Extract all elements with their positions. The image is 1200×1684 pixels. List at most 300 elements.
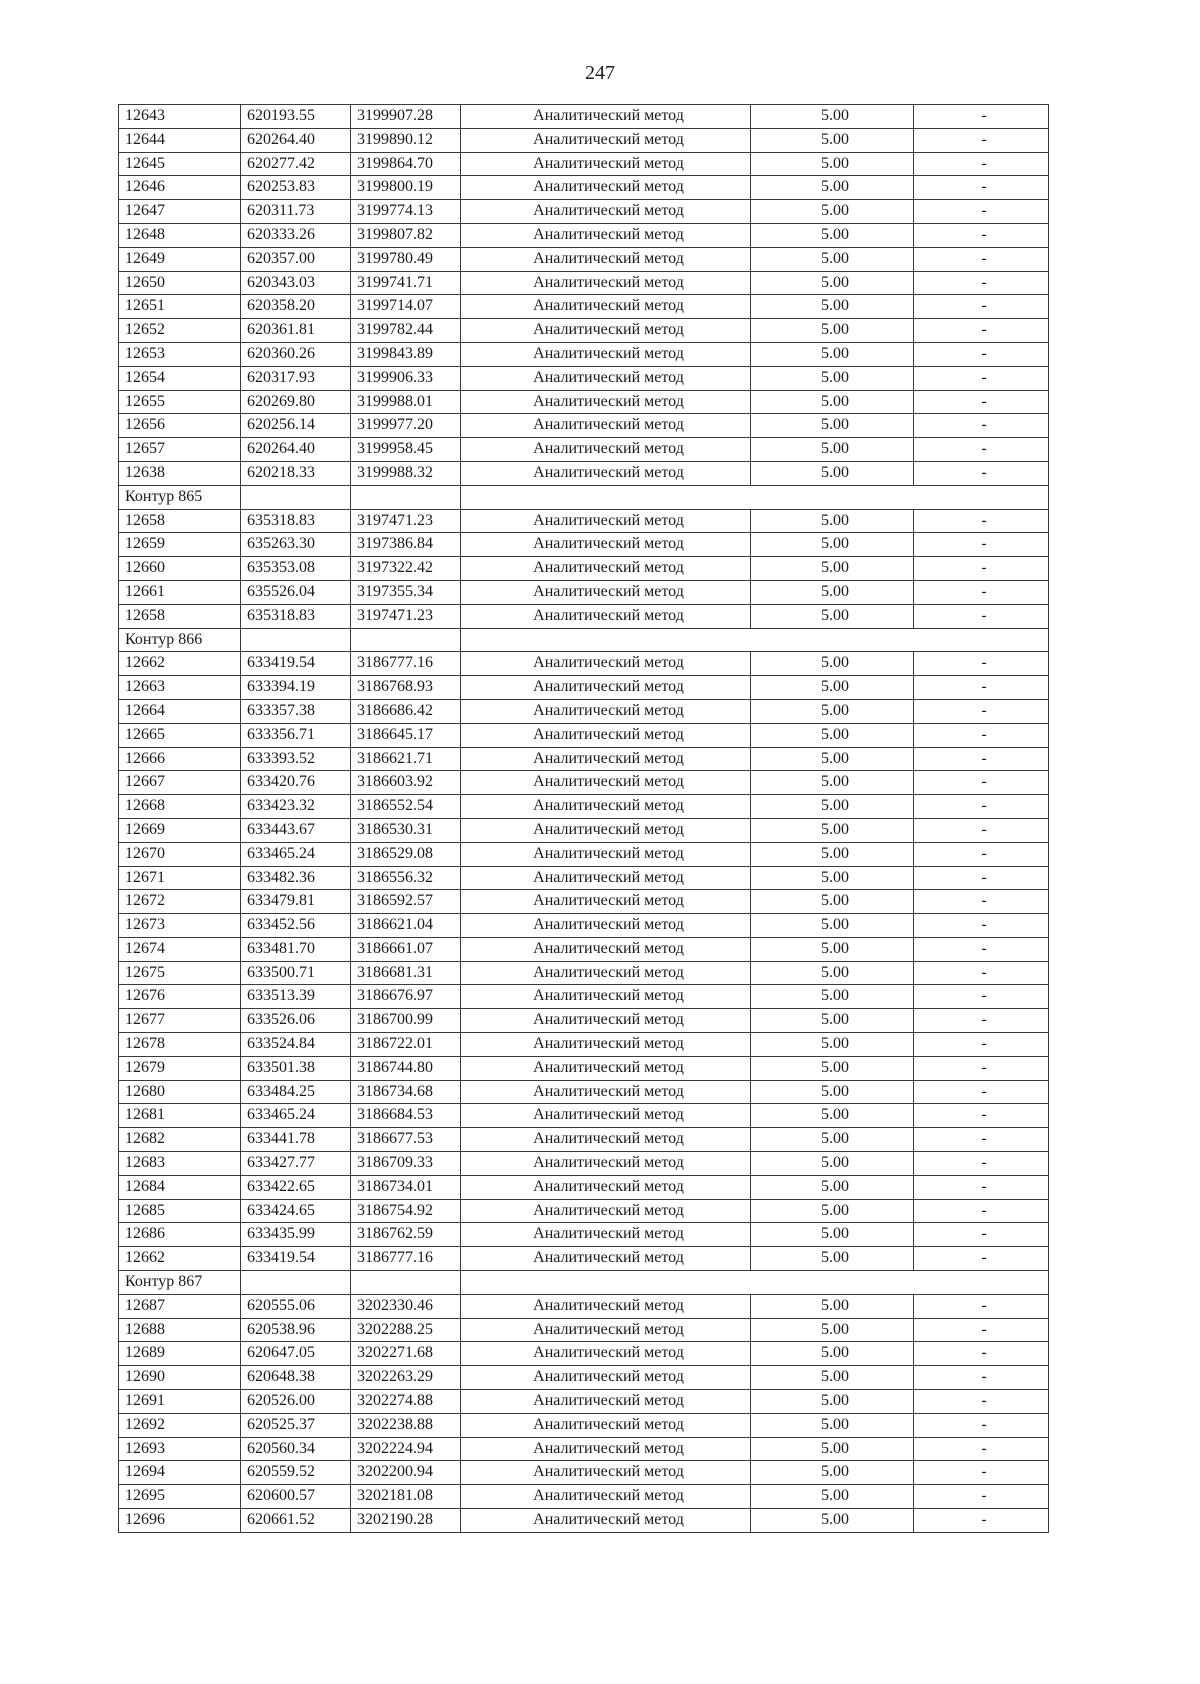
method-cell: Аналитический метод (461, 152, 751, 176)
x-coordinate-cell: 633465.24 (241, 1104, 351, 1128)
table-row (119, 985, 1049, 1009)
x-coordinate-cell: 635353.08 (241, 557, 351, 581)
point-id-cell: 12657 (119, 438, 241, 462)
y-coordinate-cell: 3199988.32 (351, 461, 461, 485)
note-cell: - (914, 795, 1049, 819)
point-id-cell: 12658 (119, 604, 241, 628)
table-row (119, 295, 1049, 319)
y-coordinate-cell: 3197386.84 (351, 533, 461, 557)
method-cell: Аналитический метод (461, 890, 751, 914)
y-coordinate-cell: 3199890.12 (351, 128, 461, 152)
x-coordinate-cell: 635318.83 (241, 604, 351, 628)
point-id-cell: 12670 (119, 842, 241, 866)
y-coordinate-cell: 3186529.08 (351, 842, 461, 866)
y-coordinate-cell: 3186754.92 (351, 1199, 461, 1223)
method-cell: Аналитический метод (461, 580, 751, 604)
point-id-cell: 12664 (119, 699, 241, 723)
x-coordinate-cell: 633435.99 (241, 1223, 351, 1247)
table-row (119, 723, 1049, 747)
x-coordinate-cell: 633524.84 (241, 1033, 351, 1057)
x-coordinate-cell: 620559.52 (241, 1461, 351, 1485)
x-coordinate-cell: 620333.26 (241, 223, 351, 247)
precision-cell: 5.00 (751, 105, 914, 129)
method-cell: Аналитический метод (461, 1485, 751, 1509)
note-cell: - (914, 128, 1049, 152)
point-id-cell: 12686 (119, 1223, 241, 1247)
y-coordinate-cell: 3197322.42 (351, 557, 461, 581)
method-cell: Аналитический метод (461, 914, 751, 938)
x-coordinate-cell: 633465.24 (241, 842, 351, 866)
point-id-cell: 12660 (119, 557, 241, 581)
table-row (119, 771, 1049, 795)
method-cell: Аналитический метод (461, 1104, 751, 1128)
point-id-cell: 12651 (119, 295, 241, 319)
note-cell: - (914, 747, 1049, 771)
method-cell: Аналитический метод (461, 795, 751, 819)
table-row (119, 271, 1049, 295)
method-cell: Аналитический метод (461, 1128, 751, 1152)
note-cell: - (914, 152, 1049, 176)
note-cell: - (914, 818, 1049, 842)
precision-cell: 5.00 (751, 604, 914, 628)
point-id-cell: 12685 (119, 1199, 241, 1223)
x-coordinate-cell: 620526.00 (241, 1390, 351, 1414)
x-coordinate-cell: 633526.06 (241, 1009, 351, 1033)
x-coordinate-cell: 633419.54 (241, 652, 351, 676)
y-coordinate-cell: 3199864.70 (351, 152, 461, 176)
table-row (119, 200, 1049, 224)
table-row (119, 319, 1049, 343)
method-cell: Аналитический метод (461, 390, 751, 414)
method-cell: Аналитический метод (461, 723, 751, 747)
note-cell: - (914, 271, 1049, 295)
method-cell: Аналитический метод (461, 961, 751, 985)
point-id-cell: 12645 (119, 152, 241, 176)
method-cell: Аналитический метод (461, 1175, 751, 1199)
method-cell: Аналитический метод (461, 771, 751, 795)
table-row (119, 1128, 1049, 1152)
point-id-cell: 12652 (119, 319, 241, 343)
note-cell: - (914, 1509, 1049, 1533)
y-coordinate-cell: 3199906.33 (351, 366, 461, 390)
empty-cell (351, 485, 461, 509)
note-cell: - (914, 985, 1049, 1009)
x-coordinate-cell: 633482.36 (241, 866, 351, 890)
y-coordinate-cell: 3199977.20 (351, 414, 461, 438)
note-cell: - (914, 1437, 1049, 1461)
x-coordinate-cell: 620538.96 (241, 1318, 351, 1342)
x-coordinate-cell: 633481.70 (241, 937, 351, 961)
contour-label: Контур 866 (119, 628, 241, 652)
precision-cell: 5.00 (751, 1342, 914, 1366)
method-cell: Аналитический метод (461, 818, 751, 842)
method-cell: Аналитический метод (461, 247, 751, 271)
precision-cell: 5.00 (751, 866, 914, 890)
x-coordinate-cell: 620661.52 (241, 1509, 351, 1533)
y-coordinate-cell: 3186676.97 (351, 985, 461, 1009)
precision-cell: 5.00 (751, 937, 914, 961)
point-id-cell: 12644 (119, 128, 241, 152)
x-coordinate-cell: 633427.77 (241, 1152, 351, 1176)
method-cell: Аналитический метод (461, 1413, 751, 1437)
note-cell: - (914, 1390, 1049, 1414)
precision-cell: 5.00 (751, 414, 914, 438)
table-row (119, 1509, 1049, 1533)
precision-cell: 5.00 (751, 557, 914, 581)
precision-cell: 5.00 (751, 1128, 914, 1152)
note-cell: - (914, 509, 1049, 533)
note-cell: - (914, 461, 1049, 485)
point-id-cell: 12694 (119, 1461, 241, 1485)
method-cell: Аналитический метод (461, 342, 751, 366)
precision-cell: 5.00 (751, 1104, 914, 1128)
y-coordinate-cell: 3186734.01 (351, 1175, 461, 1199)
point-id-cell: 12695 (119, 1485, 241, 1509)
point-id-cell: 12672 (119, 890, 241, 914)
table-row (119, 533, 1049, 557)
note-cell: - (914, 1009, 1049, 1033)
empty-cell (461, 485, 1049, 509)
precision-cell: 5.00 (751, 985, 914, 1009)
precision-cell: 5.00 (751, 1033, 914, 1057)
table-row (119, 604, 1049, 628)
point-id-cell: 12680 (119, 1080, 241, 1104)
precision-cell: 5.00 (751, 1009, 914, 1033)
table-row (119, 842, 1049, 866)
precision-cell: 5.00 (751, 1485, 914, 1509)
note-cell: - (914, 1413, 1049, 1437)
point-id-cell: 12661 (119, 580, 241, 604)
point-id-cell: 12665 (119, 723, 241, 747)
contour-header-row (119, 628, 1049, 652)
note-cell: - (914, 1223, 1049, 1247)
table-row (119, 1390, 1049, 1414)
precision-cell: 5.00 (751, 200, 914, 224)
note-cell: - (914, 176, 1049, 200)
precision-cell: 5.00 (751, 890, 914, 914)
x-coordinate-cell: 635526.04 (241, 580, 351, 604)
note-cell: - (914, 1033, 1049, 1057)
x-coordinate-cell: 633422.65 (241, 1175, 351, 1199)
point-id-cell: 12667 (119, 771, 241, 795)
precision-cell: 5.00 (751, 128, 914, 152)
precision-cell: 5.00 (751, 533, 914, 557)
point-id-cell: 12696 (119, 1509, 241, 1533)
method-cell: Аналитический метод (461, 604, 751, 628)
table-row (119, 1461, 1049, 1485)
point-id-cell: 12653 (119, 342, 241, 366)
table-row (119, 1104, 1049, 1128)
point-id-cell: 12638 (119, 461, 241, 485)
y-coordinate-cell: 3197355.34 (351, 580, 461, 604)
y-coordinate-cell: 3199807.82 (351, 223, 461, 247)
page-number: 247 (585, 62, 615, 84)
x-coordinate-cell: 635318.83 (241, 509, 351, 533)
note-cell: - (914, 652, 1049, 676)
contour-label: Контур 865 (119, 485, 241, 509)
y-coordinate-cell: 3202271.68 (351, 1342, 461, 1366)
table-row (119, 676, 1049, 700)
note-cell: - (914, 1461, 1049, 1485)
point-id-cell: 12693 (119, 1437, 241, 1461)
precision-cell: 5.00 (751, 580, 914, 604)
point-id-cell: 12681 (119, 1104, 241, 1128)
y-coordinate-cell: 3202224.94 (351, 1437, 461, 1461)
method-cell: Аналитический метод (461, 1009, 751, 1033)
x-coordinate-cell: 633441.78 (241, 1128, 351, 1152)
y-coordinate-cell: 3199800.19 (351, 176, 461, 200)
precision-cell: 5.00 (751, 1461, 914, 1485)
note-cell: - (914, 961, 1049, 985)
y-coordinate-cell: 3186700.99 (351, 1009, 461, 1033)
point-id-cell: 12677 (119, 1009, 241, 1033)
method-cell: Аналитический метод (461, 105, 751, 129)
precision-cell: 5.00 (751, 652, 914, 676)
y-coordinate-cell: 3186722.01 (351, 1033, 461, 1057)
table-row (119, 247, 1049, 271)
point-id-cell: 12682 (119, 1128, 241, 1152)
point-id-cell: 12675 (119, 961, 241, 985)
precision-cell: 5.00 (751, 676, 914, 700)
empty-cell (461, 628, 1049, 652)
y-coordinate-cell: 3186661.07 (351, 937, 461, 961)
x-coordinate-cell: 620193.55 (241, 105, 351, 129)
x-coordinate-cell: 620343.03 (241, 271, 351, 295)
y-coordinate-cell: 3186530.31 (351, 818, 461, 842)
point-id-cell: 12671 (119, 866, 241, 890)
x-coordinate-cell: 633394.19 (241, 676, 351, 700)
method-cell: Аналитический метод (461, 223, 751, 247)
note-cell: - (914, 390, 1049, 414)
precision-cell: 5.00 (751, 1294, 914, 1318)
note-cell: - (914, 1056, 1049, 1080)
table-row (119, 366, 1049, 390)
note-cell: - (914, 342, 1049, 366)
y-coordinate-cell: 3186592.57 (351, 890, 461, 914)
x-coordinate-cell: 633479.81 (241, 890, 351, 914)
y-coordinate-cell: 3199780.49 (351, 247, 461, 271)
point-id-cell: 12688 (119, 1318, 241, 1342)
table-row (119, 652, 1049, 676)
empty-cell (461, 1271, 1049, 1295)
precision-cell: 5.00 (751, 319, 914, 343)
x-coordinate-cell: 620264.40 (241, 128, 351, 152)
point-id-cell: 12691 (119, 1390, 241, 1414)
method-cell: Аналитический метод (461, 652, 751, 676)
note-cell: - (914, 604, 1049, 628)
method-cell: Аналитический метод (461, 414, 751, 438)
note-cell: - (914, 1152, 1049, 1176)
table-row (119, 152, 1049, 176)
method-cell: Аналитический метод (461, 1033, 751, 1057)
method-cell: Аналитический метод (461, 1318, 751, 1342)
method-cell: Аналитический метод (461, 985, 751, 1009)
point-id-cell: 12648 (119, 223, 241, 247)
method-cell: Аналитический метод (461, 1199, 751, 1223)
method-cell: Аналитический метод (461, 366, 751, 390)
contour-header-row (119, 485, 1049, 509)
method-cell: Аналитический метод (461, 842, 751, 866)
method-cell: Аналитический метод (461, 1461, 751, 1485)
y-coordinate-cell: 3186744.80 (351, 1056, 461, 1080)
table-row (119, 1009, 1049, 1033)
table-row (119, 747, 1049, 771)
note-cell: - (914, 1318, 1049, 1342)
x-coordinate-cell: 620256.14 (241, 414, 351, 438)
y-coordinate-cell: 3199782.44 (351, 319, 461, 343)
table-row (119, 1485, 1049, 1509)
table-row (119, 961, 1049, 985)
point-id-cell: 12655 (119, 390, 241, 414)
method-cell: Аналитический метод (461, 1437, 751, 1461)
table-row (119, 1294, 1049, 1318)
table-row (119, 1413, 1049, 1437)
point-id-cell: 12662 (119, 1247, 241, 1271)
coordinates-table-body (119, 105, 1049, 1533)
method-cell: Аналитический метод (461, 509, 751, 533)
precision-cell: 5.00 (751, 342, 914, 366)
point-id-cell: 12679 (119, 1056, 241, 1080)
method-cell: Аналитический метод (461, 1247, 751, 1271)
table-row (119, 1080, 1049, 1104)
x-coordinate-cell: 633501.38 (241, 1056, 351, 1080)
point-id-cell: 12659 (119, 533, 241, 557)
method-cell: Аналитический метод (461, 747, 751, 771)
note-cell: - (914, 200, 1049, 224)
x-coordinate-cell: 620264.40 (241, 438, 351, 462)
x-coordinate-cell: 633452.56 (241, 914, 351, 938)
precision-cell: 5.00 (751, 842, 914, 866)
y-coordinate-cell: 3186762.59 (351, 1223, 461, 1247)
empty-cell (351, 1271, 461, 1295)
table-row (119, 1199, 1049, 1223)
method-cell: Аналитический метод (461, 1152, 751, 1176)
x-coordinate-cell: 620648.38 (241, 1366, 351, 1390)
precision-cell: 5.00 (751, 818, 914, 842)
y-coordinate-cell: 3186681.31 (351, 961, 461, 985)
note-cell: - (914, 1247, 1049, 1271)
method-cell: Аналитический метод (461, 438, 751, 462)
method-cell: Аналитический метод (461, 1390, 751, 1414)
precision-cell: 5.00 (751, 1509, 914, 1533)
y-coordinate-cell: 3199714.07 (351, 295, 461, 319)
table-row (119, 176, 1049, 200)
method-cell: Аналитический метод (461, 295, 751, 319)
precision-cell: 5.00 (751, 1366, 914, 1390)
note-cell: - (914, 842, 1049, 866)
x-coordinate-cell: 620525.37 (241, 1413, 351, 1437)
y-coordinate-cell: 3186677.53 (351, 1128, 461, 1152)
empty-cell (241, 1271, 351, 1295)
method-cell: Аналитический метод (461, 937, 751, 961)
precision-cell: 5.00 (751, 1318, 914, 1342)
method-cell: Аналитический метод (461, 1080, 751, 1104)
note-cell: - (914, 699, 1049, 723)
y-coordinate-cell: 3186734.68 (351, 1080, 461, 1104)
method-cell: Аналитический метод (461, 699, 751, 723)
x-coordinate-cell: 620647.05 (241, 1342, 351, 1366)
note-cell: - (914, 1080, 1049, 1104)
point-id-cell: 12689 (119, 1342, 241, 1366)
point-id-cell: 12687 (119, 1294, 241, 1318)
method-cell: Аналитический метод (461, 1342, 751, 1366)
method-cell: Аналитический метод (461, 319, 751, 343)
precision-cell: 5.00 (751, 366, 914, 390)
method-cell: Аналитический метод (461, 1509, 751, 1533)
table-row (119, 914, 1049, 938)
precision-cell: 5.00 (751, 1390, 914, 1414)
note-cell: - (914, 438, 1049, 462)
table-row (119, 580, 1049, 604)
precision-cell: 5.00 (751, 271, 914, 295)
precision-cell: 5.00 (751, 438, 914, 462)
x-coordinate-cell: 620600.57 (241, 1485, 351, 1509)
x-coordinate-cell: 633357.38 (241, 699, 351, 723)
precision-cell: 5.00 (751, 295, 914, 319)
table-row (119, 390, 1049, 414)
point-id-cell: 12654 (119, 366, 241, 390)
x-coordinate-cell: 633513.39 (241, 985, 351, 1009)
y-coordinate-cell: 3202274.88 (351, 1390, 461, 1414)
point-id-cell: 12676 (119, 985, 241, 1009)
precision-cell: 5.00 (751, 747, 914, 771)
y-coordinate-cell: 3199907.28 (351, 105, 461, 129)
method-cell: Аналитический метод (461, 128, 751, 152)
table-row (119, 890, 1049, 914)
method-cell: Аналитический метод (461, 866, 751, 890)
method-cell: Аналитический метод (461, 1366, 751, 1390)
table-row (119, 342, 1049, 366)
point-id-cell: 12650 (119, 271, 241, 295)
method-cell: Аналитический метод (461, 1223, 751, 1247)
note-cell: - (914, 319, 1049, 343)
table-row (119, 1056, 1049, 1080)
y-coordinate-cell: 3186552.54 (351, 795, 461, 819)
table-row (119, 1366, 1049, 1390)
note-cell: - (914, 533, 1049, 557)
method-cell: Аналитический метод (461, 176, 751, 200)
empty-cell (351, 628, 461, 652)
table-row (119, 818, 1049, 842)
method-cell: Аналитический метод (461, 271, 751, 295)
table-row (119, 509, 1049, 533)
note-cell: - (914, 557, 1049, 581)
note-cell: - (914, 1199, 1049, 1223)
x-coordinate-cell: 620218.33 (241, 461, 351, 485)
x-coordinate-cell: 635263.30 (241, 533, 351, 557)
note-cell: - (914, 676, 1049, 700)
point-id-cell: 12646 (119, 176, 241, 200)
table-row (119, 1175, 1049, 1199)
x-coordinate-cell: 633393.52 (241, 747, 351, 771)
point-id-cell: 12668 (119, 795, 241, 819)
contour-header-row (119, 1271, 1049, 1295)
y-coordinate-cell: 3186556.32 (351, 866, 461, 890)
coordinates-table (118, 104, 1049, 1533)
x-coordinate-cell: 620560.34 (241, 1437, 351, 1461)
table-row (119, 414, 1049, 438)
y-coordinate-cell: 3186684.53 (351, 1104, 461, 1128)
point-id-cell: 12649 (119, 247, 241, 271)
point-id-cell: 12663 (119, 676, 241, 700)
x-coordinate-cell: 633356.71 (241, 723, 351, 747)
note-cell: - (914, 1175, 1049, 1199)
empty-cell (241, 485, 351, 509)
point-id-cell: 12690 (119, 1366, 241, 1390)
method-cell: Аналитический метод (461, 200, 751, 224)
table-row (119, 1152, 1049, 1176)
y-coordinate-cell: 3186709.33 (351, 1152, 461, 1176)
